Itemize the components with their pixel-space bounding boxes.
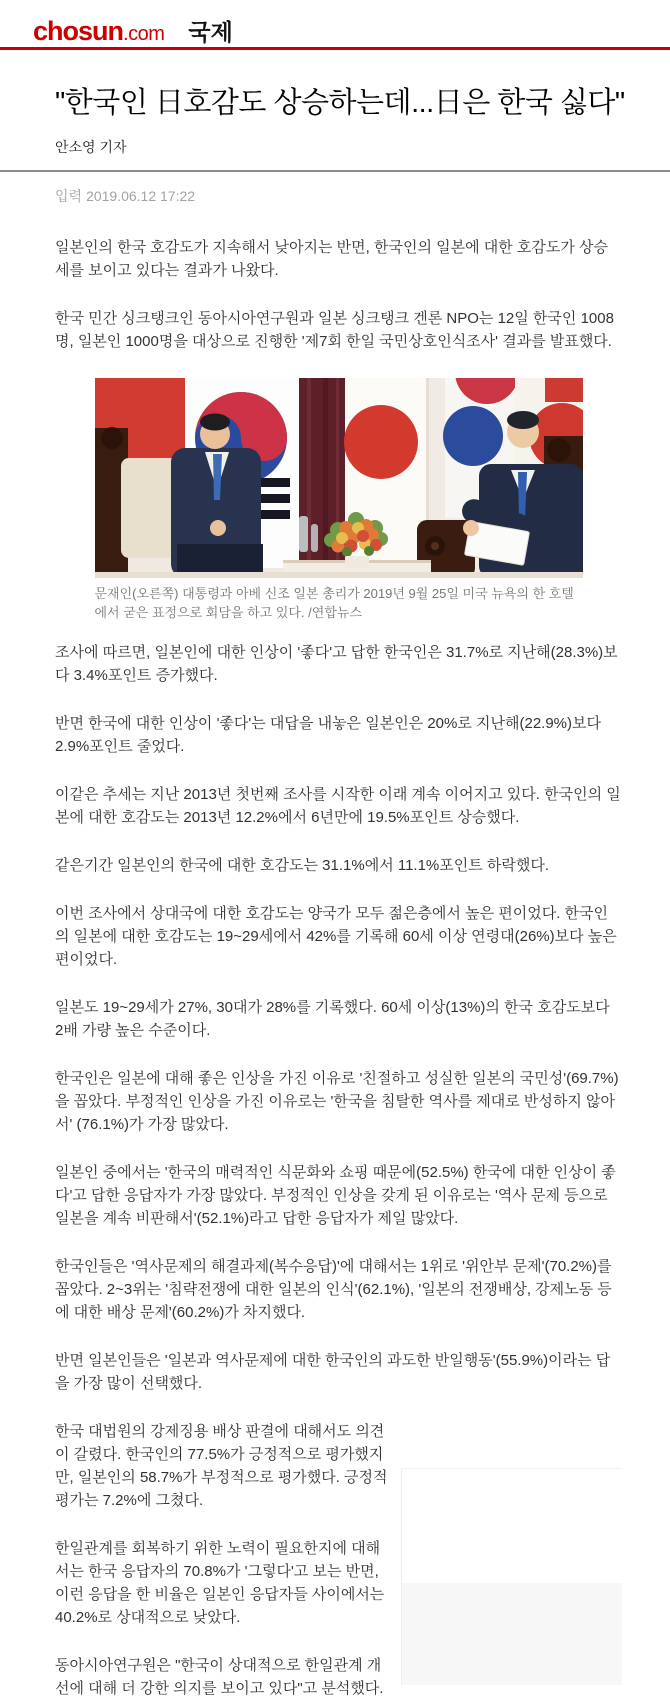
article-paragraph: 일본인 중에서는 '한국의 매력적인 식문화와 쇼핑 때문에(52.5%) 한국에 대한 인상이 좋다'고 답한 응답자가 가장 많았다. 부정적인 인상을 갖게 된 이유로는 '역사 문제 등으로 일본을 계속 비판해서'(52.1%)라고 답한 응답자가 제일 많았다. bbox=[55, 1164, 616, 1227]
article-paragraph: 반면 한국에 대한 인상이 '좋다'는 대답을 내놓은 일본인은 20%로 지난해(22.9%)보다 2.9%포인트 줄었다. bbox=[55, 715, 601, 755]
article-paragraph: 한국인은 일본에 대해 좋은 인상을 가진 이유로 '친절하고 성실한 일본의 국민성'(69.7%)을 꼽았다. 부정적인 인상을 가진 이유로는 '한국을 침탈한 역사를 제대로 반성하지 않아서' (76.1%)가 가장 많았다. bbox=[55, 1070, 619, 1133]
article-paragraph: 일본도 19~29세가 27%, 30대가 28%를 기록했다. 60세 이상(13%)의 한국 호감도보다 2배 가량 높은 수준이다. bbox=[55, 999, 610, 1039]
ad-placeholder-block bbox=[402, 1583, 622, 1685]
publish-date-label: 입력 bbox=[55, 188, 83, 204]
title-divider bbox=[0, 170, 670, 172]
article-body bbox=[0, 83, 670, 1700]
photo-caption: 문재인(오른쪽) 대통령과 아베 신조 일본 총리가 2019년 9월 25일 미국 뉴욕의 한 호텔에서 굳은 표정으로 회담을 하고 있다. /연합뉴스 bbox=[94, 586, 574, 620]
article-photo[interactable] bbox=[95, 378, 583, 578]
article-paragraph: 같은기간 일본인의 한국에 대한 호감도는 31.1%에서 11.1%포인트 하락했다. bbox=[55, 857, 550, 874]
header-red-divider bbox=[0, 47, 670, 50]
article-paragraph: 일본인의 한국 호감도가 지속해서 낮아지는 반면, 한국인의 일본에 대한 호감도가 상승세를 보이고 있다는 결과가 나왔다. bbox=[55, 239, 608, 279]
reporter-name[interactable]: 안소영 기자 bbox=[55, 139, 127, 155]
publish-date bbox=[55, 188, 622, 205]
article-paragraph: 한국인들은 '역사문제의 해결과제(복수응답)'에 대해서는 1위로 '위안부 문제'(70.2%)를 꼽았다. 2~3위는 '침략전쟁에 대한 일본의 인식'(62.1%), '일본의 전쟁배상, 강제노동 등에 대한 배상 문제'(60.2%)가 차지했다. bbox=[55, 1258, 612, 1321]
publish-date-value: 2019.06.12 17:22 bbox=[86, 188, 196, 204]
article-paragraph: 한일관계를 회복하기 위한 노력이 필요한지에 대해서는 한국 응답자의 70.8%가 '그렇다'고 보는 반면, 이런 응답을 한 비율은 일본인 응답자들 사이에서는 40.2%로 상대적으로 낮았다. bbox=[55, 1540, 385, 1626]
article-paragraph: 동아시아연구원은 "한국이 상대적으로 한일관계 개선에 대해 더 강한 의지를 보이고 있다"고 분석했다. bbox=[55, 1657, 384, 1697]
site-logo-main: chosun bbox=[33, 16, 124, 46]
article-paragraph: 반면 일본인들은 '일본과 역사문제에 대한 한국인의 과도한 반일행동'(55.9%)이라는 답을 가장 많이 선택했다. bbox=[55, 1352, 611, 1392]
article-paragraph: 이같은 추세는 지난 2013년 첫번째 조사를 시작한 이래 계속 이어지고 있다. 한국인의 일본에 대한 호감도는 2013년 12.2%에서 6년만에 19.5%포인트 상승했다. bbox=[55, 786, 621, 826]
section-label[interactable]: 국제 bbox=[188, 19, 233, 45]
article-paragraph: 조사에 따르면, 일본인에 대한 인상이 '좋다'고 답한 한국인은 31.7%로 지난해(28.3%)보다 3.4%포인트 증가했다. bbox=[55, 644, 618, 684]
ad-placeholder bbox=[401, 1468, 622, 1685]
article-title: "한국인 日호감도 상승하는데...日은 한국 싫다" bbox=[55, 87, 625, 119]
site-logo-suffix: .com bbox=[123, 23, 165, 45]
summit-photo-illustration bbox=[95, 378, 583, 578]
article-paragraph: 한국 민간 싱크탱크인 동아시아연구원과 일본 싱크탱크 겐론 NPO는 12일 한국인 1008명, 일본인 1000명을 대상으로 진행한 '제7회 한일 국민상호인식조사' 결과를 발표했다. bbox=[55, 310, 614, 350]
site-logo[interactable] bbox=[33, 16, 164, 47]
article-photo-figure bbox=[55, 378, 622, 622]
site-header bbox=[0, 0, 670, 47]
article-paragraph: 이번 조사에서 상대국에 대한 호감도는 양국가 모두 젊은층에서 높은 편이었다. 한국인의 일본에 대한 호감도는 19~29세에서 42%를 기록해 60세 이상 연령대(26%)보다 높은 편이었다. bbox=[55, 905, 617, 968]
article-paragraph: 한국 대법원의 강제징용 배상 판결에 대해서도 의견이 갈렸다. 한국인의 77.5%가 긍정적으로 평가했지만, 일본인의 58.7%가 부정적으로 평가했다. 긍정적 평가는 7.2%에 그쳤다. bbox=[55, 1423, 388, 1509]
